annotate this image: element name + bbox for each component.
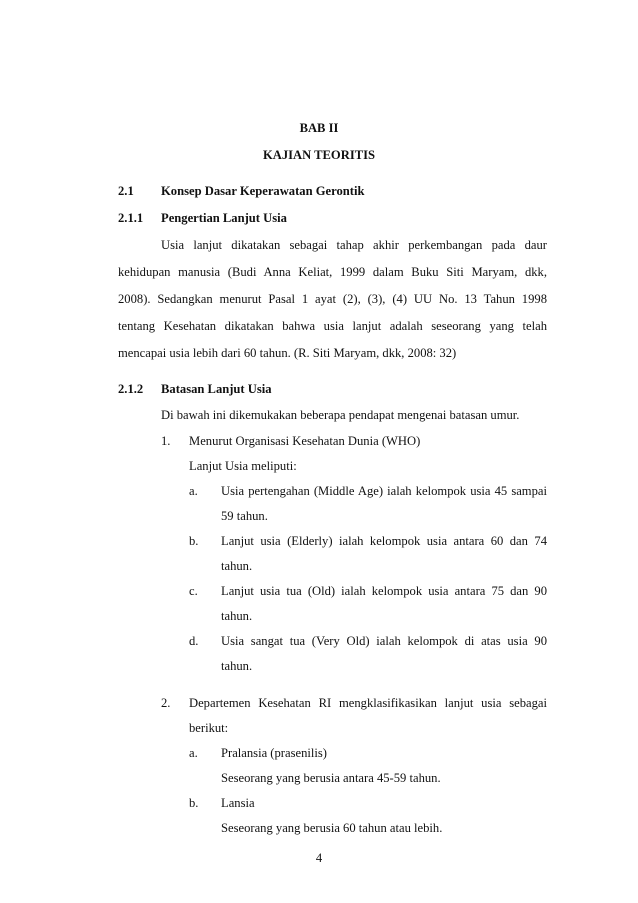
- sublist-text: 59 tahun.: [221, 509, 268, 523]
- page-number: 4: [315, 851, 323, 865]
- paragraph-line: Usia lanjut dikatakan sebagai tahap akhir perkembangan pada daur: [161, 238, 547, 252]
- sublist-text: Seseorang yang berusia antara 45-59 tahun.: [221, 771, 441, 785]
- sublist-letter: a.: [189, 484, 198, 498]
- list-item-text: Departemen Kesehatan RI mengklasifikasikan lanjut usia sebagai: [189, 696, 547, 710]
- sublist-letter: b.: [189, 796, 199, 810]
- sublist-text: Usia sangat tua (Very Old) ialah kelompok di atas usia 90: [221, 634, 547, 648]
- sublist-text: tahun.: [221, 559, 253, 573]
- list-number: 2.: [161, 696, 171, 710]
- sublist-text: Lanjut usia (Elderly) ialah kelompok usia antara 60 dan 74: [221, 534, 547, 548]
- chapter-label: BAB II: [299, 121, 339, 135]
- paragraph-line: mencapai usia lebih dari 60 tahun. (R. Siti Maryam, dkk, 2008: 32): [118, 346, 457, 360]
- sublist-text: tahun.: [221, 609, 253, 623]
- sublist-text: Usia pertengahan (Middle Age) ialah kelompok usia 45 sampai: [221, 484, 547, 498]
- list-item-title: Menurut Organisasi Kesehatan Dunia (WHO): [189, 434, 421, 448]
- list-item-subtitle: Lanjut Usia meliputi:: [189, 459, 297, 473]
- sublist-letter: b.: [189, 534, 199, 548]
- paragraph-line: tentang Kesehatan dikatakan bahwa usia lanjut adalah seseorang yang telah: [118, 319, 547, 333]
- subsection-title: Batasan Lanjut Usia: [161, 382, 272, 396]
- subsection-number: 2.1.1: [118, 211, 144, 225]
- section-number: 2.1: [118, 184, 134, 198]
- sublist-text: tahun.: [221, 659, 253, 673]
- sublist-text: Lanjut usia tua (Old) ialah kelompok usia antara 75 dan 90: [221, 584, 547, 598]
- list-item-text: berikut:: [189, 721, 229, 735]
- paragraph-line: kehidupan manusia (Budi Anna Keliat, 1999 dalam Buku Siti Maryam, dkk,: [118, 265, 547, 279]
- section-title: Konsep Dasar Keperawatan Gerontik: [161, 184, 365, 198]
- paragraph-line: 2008). Sedangkan menurut Pasal 1 ayat (2), (3), (4) UU No. 13 Tahun 1998: [118, 292, 547, 306]
- intro-text: Di bawah ini dikemukakan beberapa pendapat mengenai batasan umur.: [161, 408, 520, 422]
- chapter-title: KAJIAN TEORITIS: [262, 148, 376, 162]
- sublist-letter: d.: [189, 634, 199, 648]
- sublist-letter: a.: [189, 746, 198, 760]
- list-number: 1.: [161, 434, 171, 448]
- sublist-title: Pralansia (prasenilis): [221, 746, 327, 760]
- sublist-text: Seseorang yang berusia 60 tahun atau lebih.: [221, 821, 443, 835]
- sublist-letter: c.: [189, 584, 198, 598]
- subsection-title: Pengertian Lanjut Usia: [161, 211, 287, 225]
- sublist-title: Lansia: [221, 796, 255, 810]
- subsection-number: 2.1.2: [118, 382, 144, 396]
